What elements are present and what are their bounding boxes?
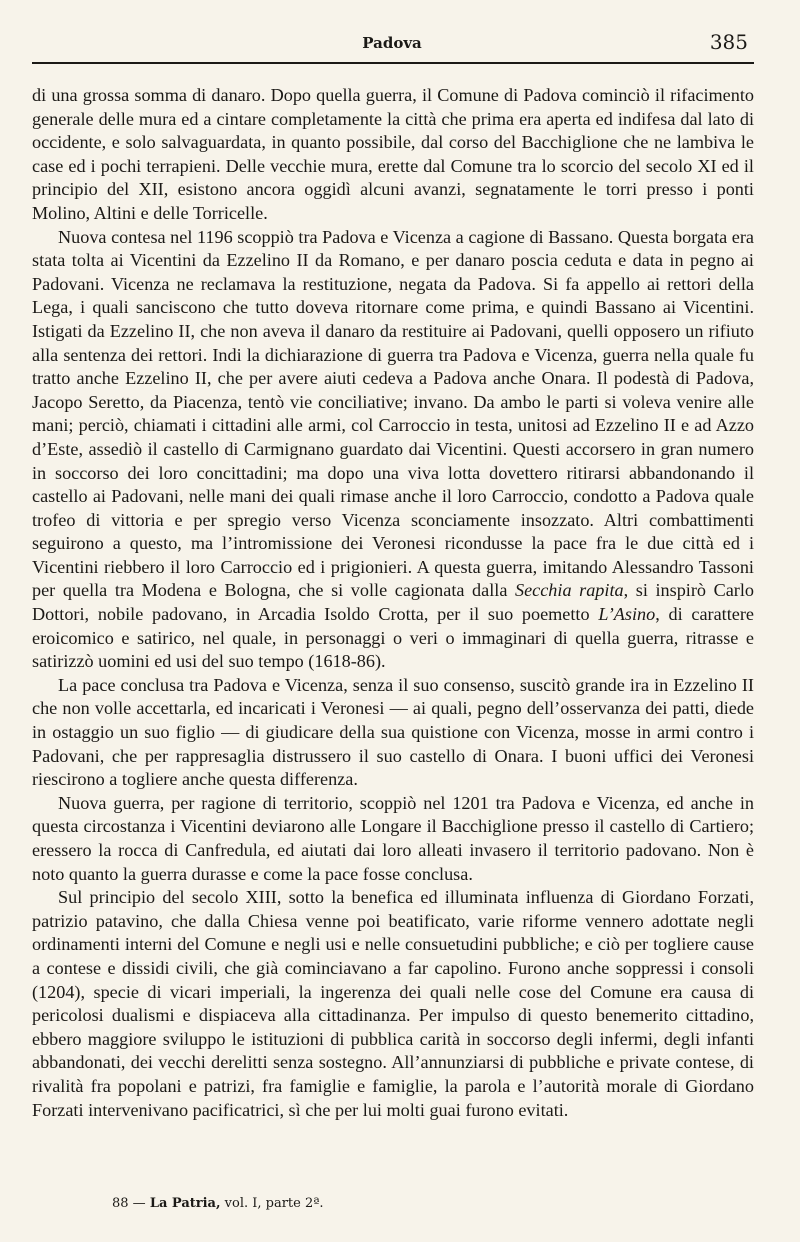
paragraph xyxy=(32,886,754,1122)
paragraph xyxy=(32,674,754,792)
paragraph xyxy=(32,226,754,674)
text-run: Nuova guerra, per ragione di territorio, scoppiò nel 1201 tra Padova e Vicenza, ed anche in questa circostanza i Vicentini deviarono alle Longare il Bacchiglione presso il castello di Cartiero; eressero la rocca di Canfredula, ed aiutati dai loro alleati invasero il territorio padovano. Non è noto quanto la guerra durasse e come la pace fosse conclusa. xyxy=(32,792,754,884)
footer-sheet-number: 88 — xyxy=(112,1196,146,1211)
body-text xyxy=(32,84,754,1122)
paragraph xyxy=(32,792,754,886)
footer-volume: vol. I, parte 2ª. xyxy=(224,1196,324,1211)
text-run: , di carattere eroicomico e satirico, nel quale, in personaggi o veri o immaginari di quella guerra, ritrasse e satirizzò uomini ed usi del suo tempo (1618-86). xyxy=(32,604,754,672)
text-run: La pace conclusa tra Padova e Vicenza, senza il suo consenso, suscitò grande ira in Ezzelino II che non volle accettarla, ed incaricati i Veronesi — ai quali, pegno dell’osservanza dei patti, diede in ostaggio un suo figlio — di giudicare della sua quistione con Vicenza, mosse in armi contro i Padovani, che per rappresaglia distrussero il suo castello di Onara. I buoni uffici dei Veronesi riescirono a togliere anche questa differenza. xyxy=(32,674,754,790)
footer-signature xyxy=(112,1196,324,1211)
text-run: Sul principio del secolo XIII, sotto la benefica ed illuminata influenza di Giordano Forzati, patrizio patavino, che dalla Chiesa venne poi beatificato, varie riforme vennero adottate negli ordinamenti interni del Comune e negli usi e nelle consuetudini pubbliche; e ciò per togliere cause a contese e dissidi civili, che già cominciavano a far capolino. Furono anche soppressi i consoli (1204), specie di vicari imperiali, la ingerenza dei quali nelle cose del Comune era causa di pericolosi dualismi e dispiaceva alla cittadinanza. Per impulso di questo benemerito cittadino, ebbero maggiore sviluppo le istituzioni di pubblica carità in soccorso degli infermi, degli infanti abbandonati, dei vecchi derelitti senza sostegno. All’annunziarsi di pubbliche e private contese, di rivalità fra popolani e patrizi, fra famiglie e famiglie, la parola e l’autorità morale di Giordano Forzati intervenivano pacificatrici, sì che per lui molti guai furono evitati. xyxy=(32,887,754,1120)
footer-brand: La Patria, xyxy=(149,1196,221,1211)
italic-title: L’Asino xyxy=(598,604,656,625)
running-head xyxy=(32,30,752,56)
text-run: Nuova contesa nel 1196 scoppiò tra Padova e Vicenza a cagione di Bassano. Questa borgata era stata tolta ai Vicentini da Ezzelino II da Romano, e per danaro poscia ceduta e data in pegno ai Padovani. Vicenza ne reclamava la restituzione, negata da Padova. Si fa appello ai rettori della Lega, i quali sanciscono che tutto doveva ritornare come prima, e quindi Bassano ai Vicentini. Istigati da Ezzelino II, che non aveva il danaro da restituire ai Padovani, quelli opposero un rifiuto alla sentenza dei rettori. Indi la dichiarazione di guerra tra Padova e Vicenza, guerra nella quale fu tratto anche Ezzelino II, che per avere aiuti cedeva a Padova anche Onara. Il podestà di Padova, Jacopo Seretto, da Piacenza, tentò vie conciliative; invano. Da ambo le parti si voleva venire alle mani; perciò, chiamati i cittadini alle armi, col Carroccio in testa, unitosi ad Ezzelino II e ad Azzo d’Este, assediò il castello di Carmignano guardato dai Vicentini. Questi accorsero in gran numero in soccorso dei loro concittadini; ma dopo una viva lotta dovettero ritirarsi abbandonando il castello ai Padovani, nelle mani dei quali rimase anche il loro Carroccio, condotto a Padova quale trofeo di vittoria e per spregio verso Vicenza sconciamente insozzato. Altri combattimenti seguirono a questo, ma l’intromissione dei Veronesi ricondusse la pace fra le due città ed i Vicentini riebbero il loro Carroccio ed i prigionieri. A questa guerra, imitando Alessandro Tassoni per quella tra Modena e Bologna, che si volle cagionata dalla xyxy=(32,226,754,601)
paragraph xyxy=(32,84,754,226)
italic-title: Secchia rapita xyxy=(514,580,624,601)
running-head-title: Padova xyxy=(362,34,422,52)
page-number: 385 xyxy=(709,30,748,54)
text-run: , si inspirò Carlo Dottori, nobile padovano, in Arcadia Isoldo Crotta, per il suo poemetto xyxy=(32,580,754,625)
text-run: di una grossa somma di danaro. Dopo quella guerra, il Comune di Padova cominciò il rifacimento generale delle mura ed a cintare completamente la città che prima era aperta ed indifesa dal lato di occidente, e solo salvaguardata, in quanto possibile, dal corso del Bacchiglione che ne lambiva le case ed i pochi terrapieni. Delle vecchie mura, erette dal Comune tra lo scorcio del secolo XI ed il principio del XII, esistono ancora oggidì alcuni avanzi, segnatamente le torri presso i ponti Molino, Altini e delle Torricelle. xyxy=(32,85,754,223)
header-rule xyxy=(32,62,754,64)
